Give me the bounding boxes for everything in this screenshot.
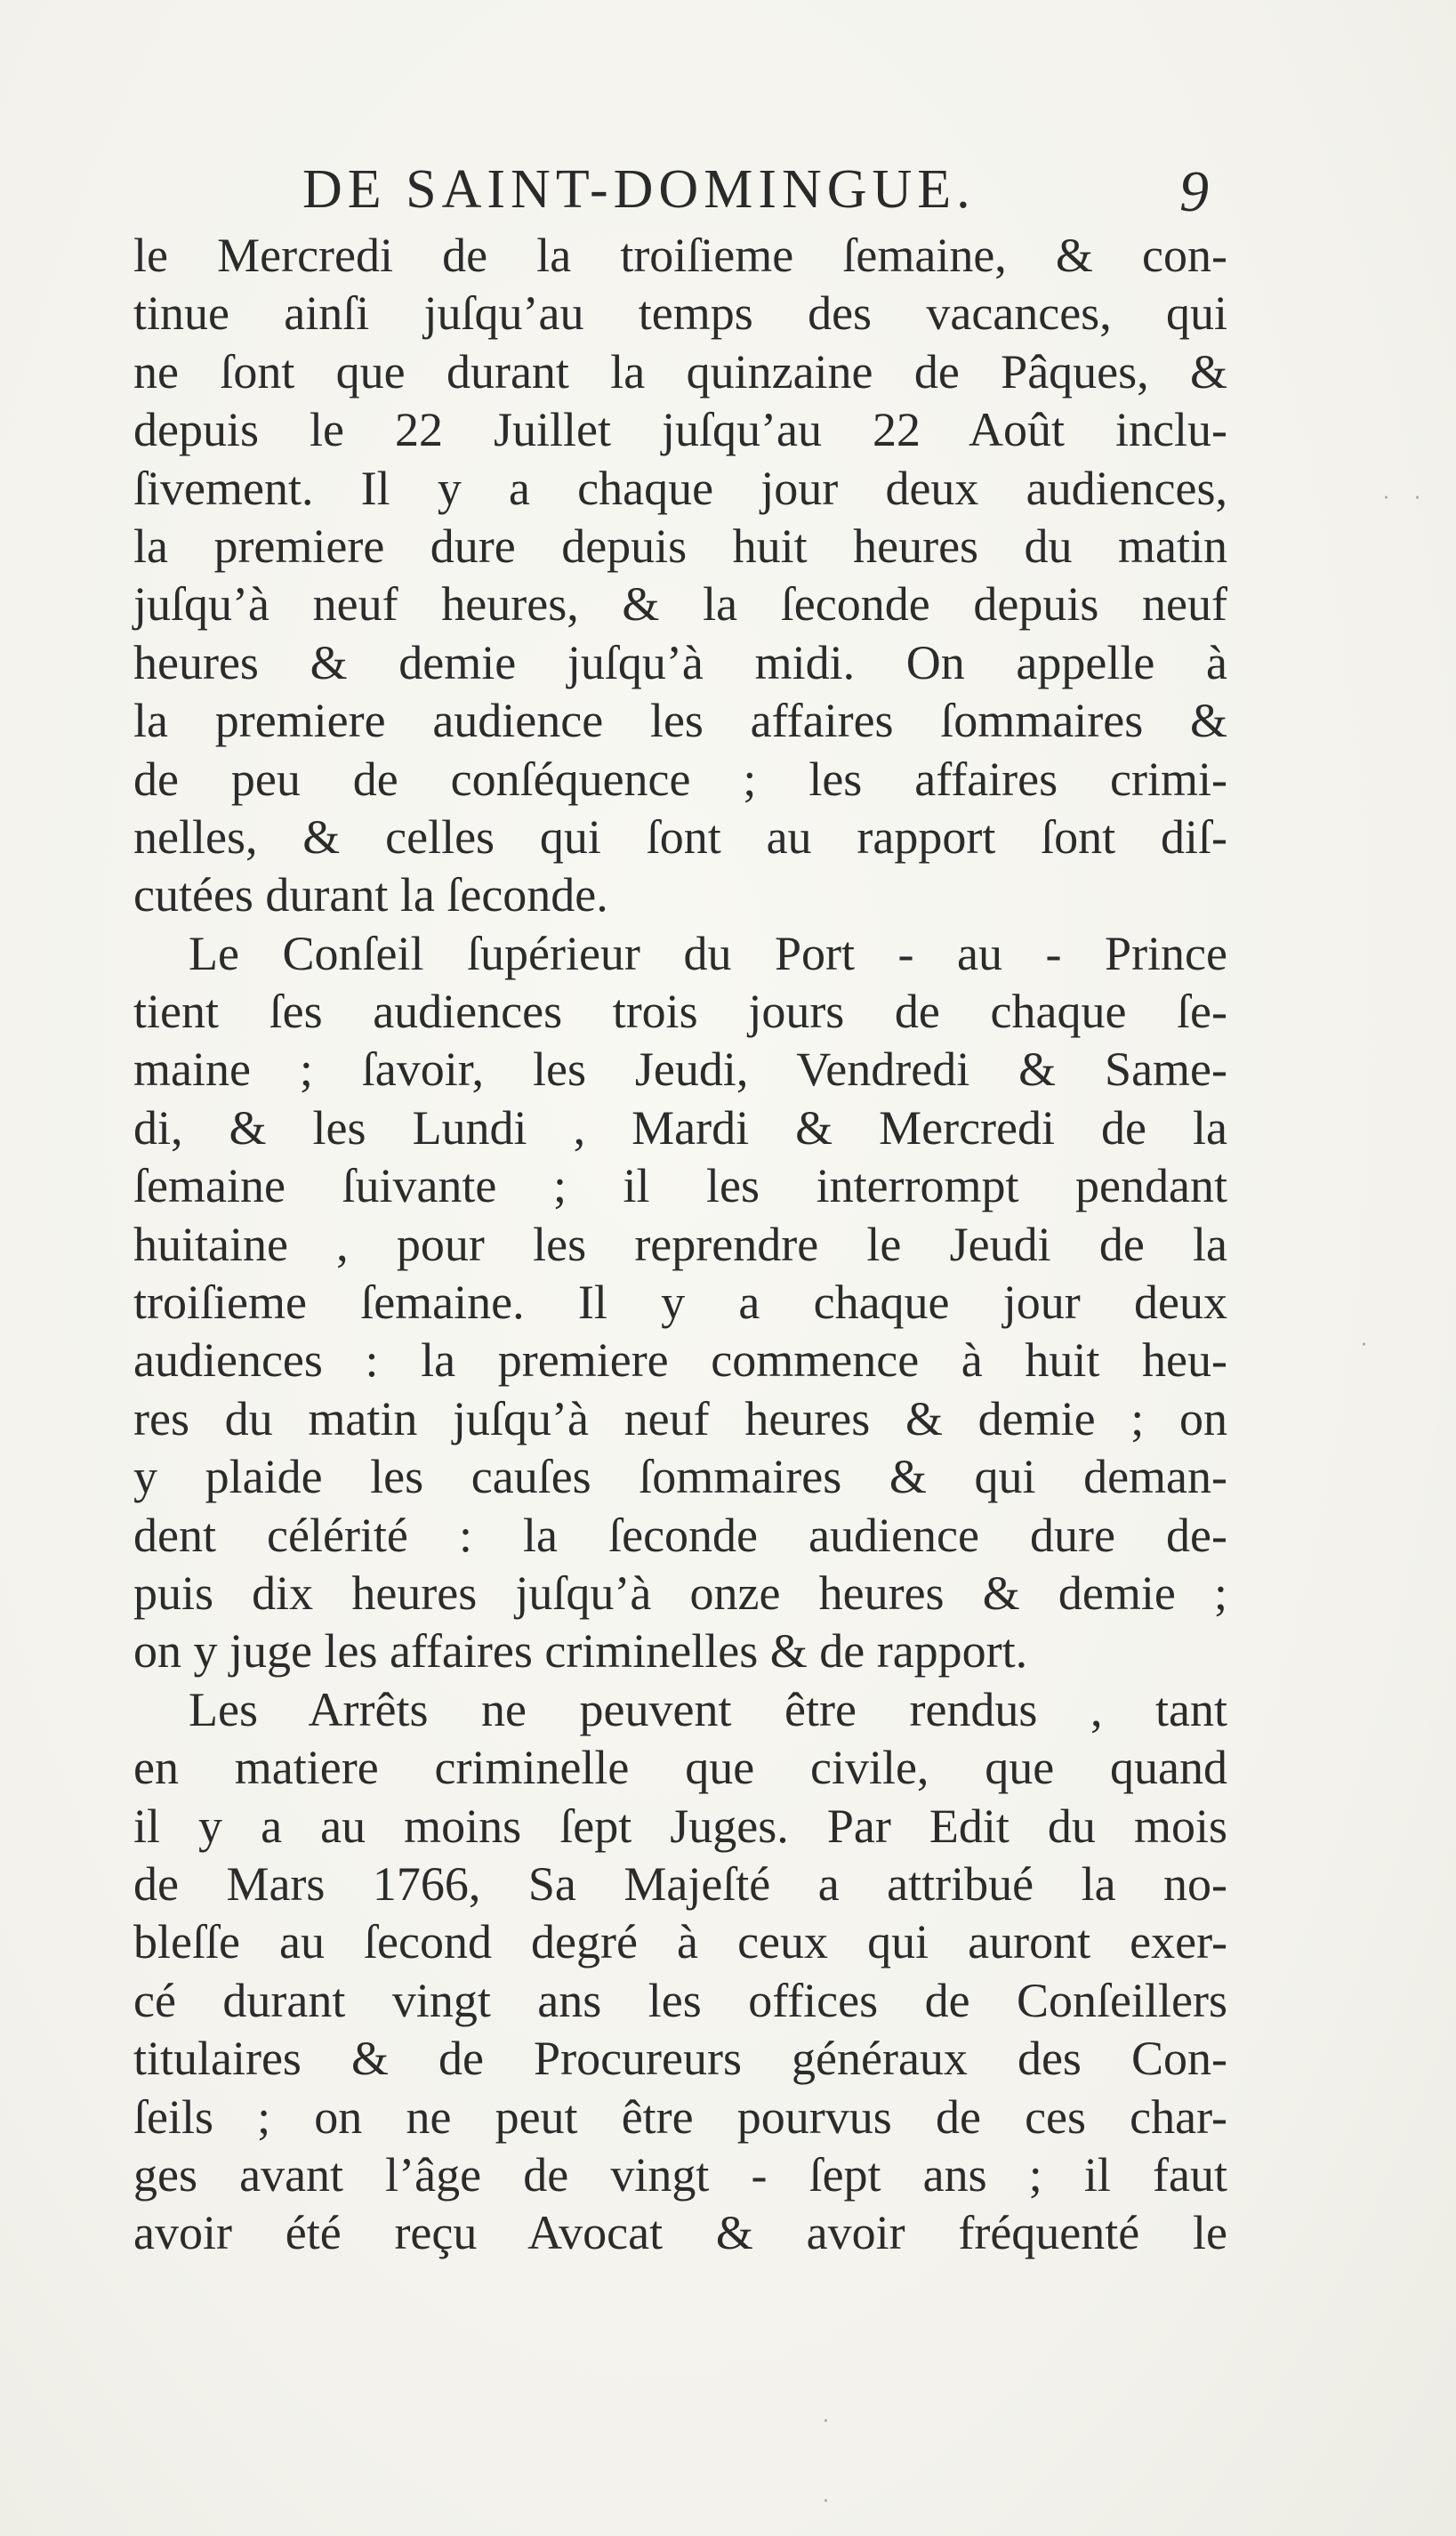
text-line: en matiere criminelle que civile, que quand <box>133 1741 1227 1795</box>
text-line: bleſſe au ſecond degré à ceux qui auront exer- <box>133 1915 1227 1969</box>
text-line: di, & les Lundi , Mardi & Mercredi de la <box>133 1100 1227 1155</box>
text-line: la premiere audience les affaires ſommaires & <box>133 694 1227 748</box>
margin-speck: · <box>823 2491 829 2513</box>
text-line: ges avant l’âge de vingt - ſept ans ; il faut <box>133 2147 1227 2202</box>
text-line: audiences : la premiere commence à huit heu- <box>133 1333 1227 1388</box>
running-head: DE SAINT-DOMINGUE. <box>302 159 976 220</box>
text-line: ſivement. Il y a chaque jour deux audiences, <box>133 461 1227 515</box>
text-line: de peu de conſéquence ; les affaires crimi- <box>133 752 1227 806</box>
text-line: res du matin juſqu’à neuf heures & demie ; on <box>133 1391 1227 1445</box>
text-line: ne ſont que durant la quinzaine de Pâques, & <box>133 344 1227 399</box>
text-line: nelles, & celles qui ſont au rapport ſont diſ- <box>133 809 1227 864</box>
text-line: maine ; ſavoir, les Jeudi, Vendredi & Same- <box>133 1043 1227 1097</box>
text-line: puis dix heures juſqu’à onze heures & demie ; <box>133 1566 1227 1620</box>
margin-speck: · <box>1383 487 1389 510</box>
text-line: dent célérité : la ſeconde audience dure de- <box>133 1508 1227 1562</box>
text-line: troiſieme ſemaine. Il y a chaque jour deux <box>133 1276 1227 1330</box>
margin-speck: · <box>1361 1334 1367 1357</box>
text-line: tinue ainſi juſqu’au temps des vacances, qui <box>133 286 1227 341</box>
margin-speck: · <box>823 2411 829 2433</box>
text-line: de Mars 1766, Sa Majeſté a attribué la no- <box>133 1856 1227 1911</box>
text-line: y plaide les cauſes ſommaires & qui deman- <box>133 1450 1227 1504</box>
paragraph-start-line: Les Arrêts ne peuvent être rendus , tant <box>189 1682 1227 1736</box>
body-text <box>133 227 1227 2263</box>
text-line: ſemaine ſuivante ; il les interrompt pendant <box>133 1159 1227 1213</box>
text-line: avoir été reçu Avocat & avoir fréquenté le <box>133 2206 1227 2260</box>
margin-speck: · <box>1414 487 1420 510</box>
text-line: juſqu’à neuf heures, & la ſeconde depuis neuf <box>133 577 1227 632</box>
text-line: cutées durant la ſeconde. <box>133 868 608 922</box>
paragraph-start-line: Le Conſeil ſupérieur du Port - au - Prince <box>189 926 1227 980</box>
text-line: titulaires & de Procureurs généraux des Con- <box>133 2032 1227 2086</box>
text-line: ſeils ; on ne peut être pourvus de ces char- <box>133 2089 1227 2144</box>
text-line: huitaine , pour les reprendre le Jeudi de la <box>133 1217 1227 1271</box>
text-line: le Mercredi de la troiſieme ſemaine, & con- <box>133 229 1227 282</box>
text-line: depuis le 22 Juillet juſqu’au 22 Août inclu- <box>133 403 1227 457</box>
text-line: la premiere dure depuis huit heures du matin <box>133 519 1227 573</box>
text-line: il y a au moins ſept Juges. Par Edit du mois <box>133 1799 1227 1853</box>
page-number: 9 <box>1179 159 1209 224</box>
text-line: cé durant vingt ans les offices de Conſeillers <box>133 1973 1227 2027</box>
text-line: tient ſes audiences trois jours de chaque ſe- <box>133 985 1227 1039</box>
text-line: on y juge les affaires criminelles & de rapport. <box>133 1624 1028 1679</box>
text-line: heures & demie juſqu’à midi. On appelle à <box>133 635 1227 689</box>
